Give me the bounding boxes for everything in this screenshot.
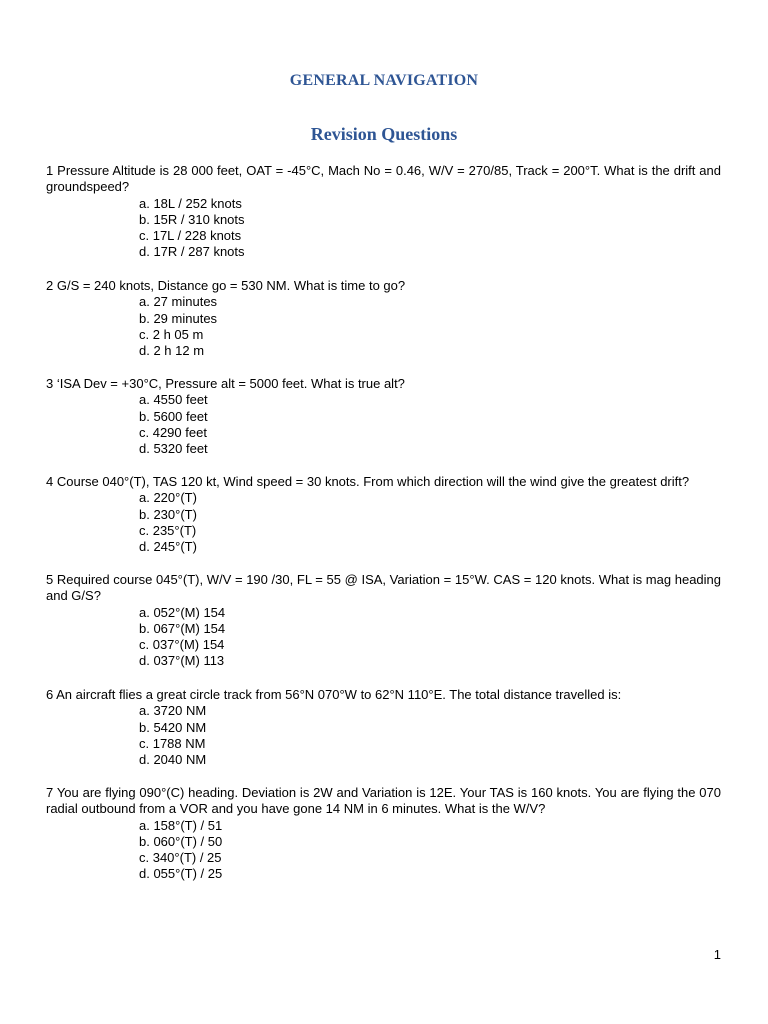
question-7 — [46, 785, 721, 883]
answer-option-c: c. 17L / 228 knots — [139, 228, 242, 244]
answer-option-a: a. 18L / 252 knots — [139, 195, 242, 211]
question-1 — [46, 163, 721, 261]
answer-option-a: a. 052°(M) 154 — [139, 604, 226, 620]
answer-options — [46, 703, 721, 768]
document-subtitle: Revision Questions — [310, 124, 458, 144]
answer-options — [46, 605, 721, 670]
page-number: 1 — [713, 947, 721, 962]
answer-option-d: d. 245°(T) — [139, 539, 197, 555]
answer-options — [46, 490, 721, 555]
answer-option-c: c. 1788 NM — [139, 735, 206, 751]
answer-option-c: c. 235°(T) — [139, 522, 197, 538]
answer-option-d: d. 2 h 12 m — [139, 343, 205, 359]
answer-option-b: b. 067°(M) 154 — [139, 620, 226, 636]
answer-option-a: a. 158°(T) / 51 — [139, 817, 223, 833]
answer-option-b: b. 5600 feet — [139, 408, 208, 424]
answer-option-c: c. 037°(M) 154 — [139, 637, 225, 653]
question-stem: 3 ‘ISA Dev = +30°C, Pressure alt = 5000 feet. What is true alt? — [46, 376, 405, 391]
question-stem: 1 Pressure Altitude is 28 000 feet, OAT = -45°C, Mach No = 0.46, W/V = 270/85, Track = 200°T. What is the drift and groundspeed? — [46, 163, 721, 195]
question-6 — [46, 687, 721, 768]
answer-options — [46, 392, 721, 457]
answer-option-b: b. 5420 NM — [139, 719, 207, 735]
answer-option-b: b. 230°(T) — [139, 506, 197, 522]
answer-option-b: b. 29 minutes — [139, 310, 218, 326]
answer-option-c: c. 4290 feet — [139, 424, 207, 440]
answer-option-d: d. 055°(T) / 25 — [139, 866, 223, 882]
answer-option-b: b. 15R / 310 knots — [139, 211, 245, 227]
question-4 — [46, 474, 721, 555]
question-stem: 2 G/S = 240 knots, Distance go = 530 NM. What is time to go? — [46, 278, 406, 293]
answer-option-d: d. 17R / 287 knots — [139, 244, 245, 260]
answer-option-a: a. 220°(T) — [139, 490, 197, 506]
question-stem: 4 Course 040°(T), TAS 120 kt, Wind speed = 30 knots. From which direction will the wind give the greatest drift? — [46, 474, 690, 489]
question-3 — [46, 376, 721, 457]
answer-options — [46, 196, 721, 261]
answer-option-a: a. 3720 NM — [139, 703, 207, 719]
question-stem: 6 An aircraft flies a great circle track from 56°N 070°W to 62°N 110°E. The total distance travelled is: — [46, 687, 622, 702]
answer-option-c: c. 340°(T) / 25 — [139, 850, 222, 866]
answer-option-d: d. 2040 NM — [139, 752, 207, 768]
question-stem: 5 Required course 045°(T), W/V = 190 /30, FL = 55 @ ISA, Variation = 15°W. CAS = 120 knots. What is mag heading and G/S? — [46, 572, 721, 604]
answer-options — [46, 294, 721, 359]
question-5 — [46, 572, 721, 670]
document-title: GENERAL NAVIGATION — [289, 72, 479, 89]
answer-option-d: d. 037°(M) 113 — [139, 653, 225, 669]
question-2 — [46, 278, 721, 359]
answer-option-b: b. 060°(T) / 50 — [139, 833, 223, 849]
answer-option-d: d. 5320 feet — [139, 441, 208, 457]
answer-option-c: c. 2 h 05 m — [139, 326, 204, 342]
answer-option-a: a. 27 minutes — [139, 294, 218, 310]
answer-options — [46, 818, 721, 883]
answer-option-a: a. 4550 feet — [139, 392, 208, 408]
question-stem: 7 You are flying 090°(C) heading. Deviation is 2W and Variation is 12E. Your TAS is 160 knots. You are flying the 070 radial outbound from a VOR and you have gone 14 NM in 6 minutes. What is the W/V? — [46, 785, 721, 817]
